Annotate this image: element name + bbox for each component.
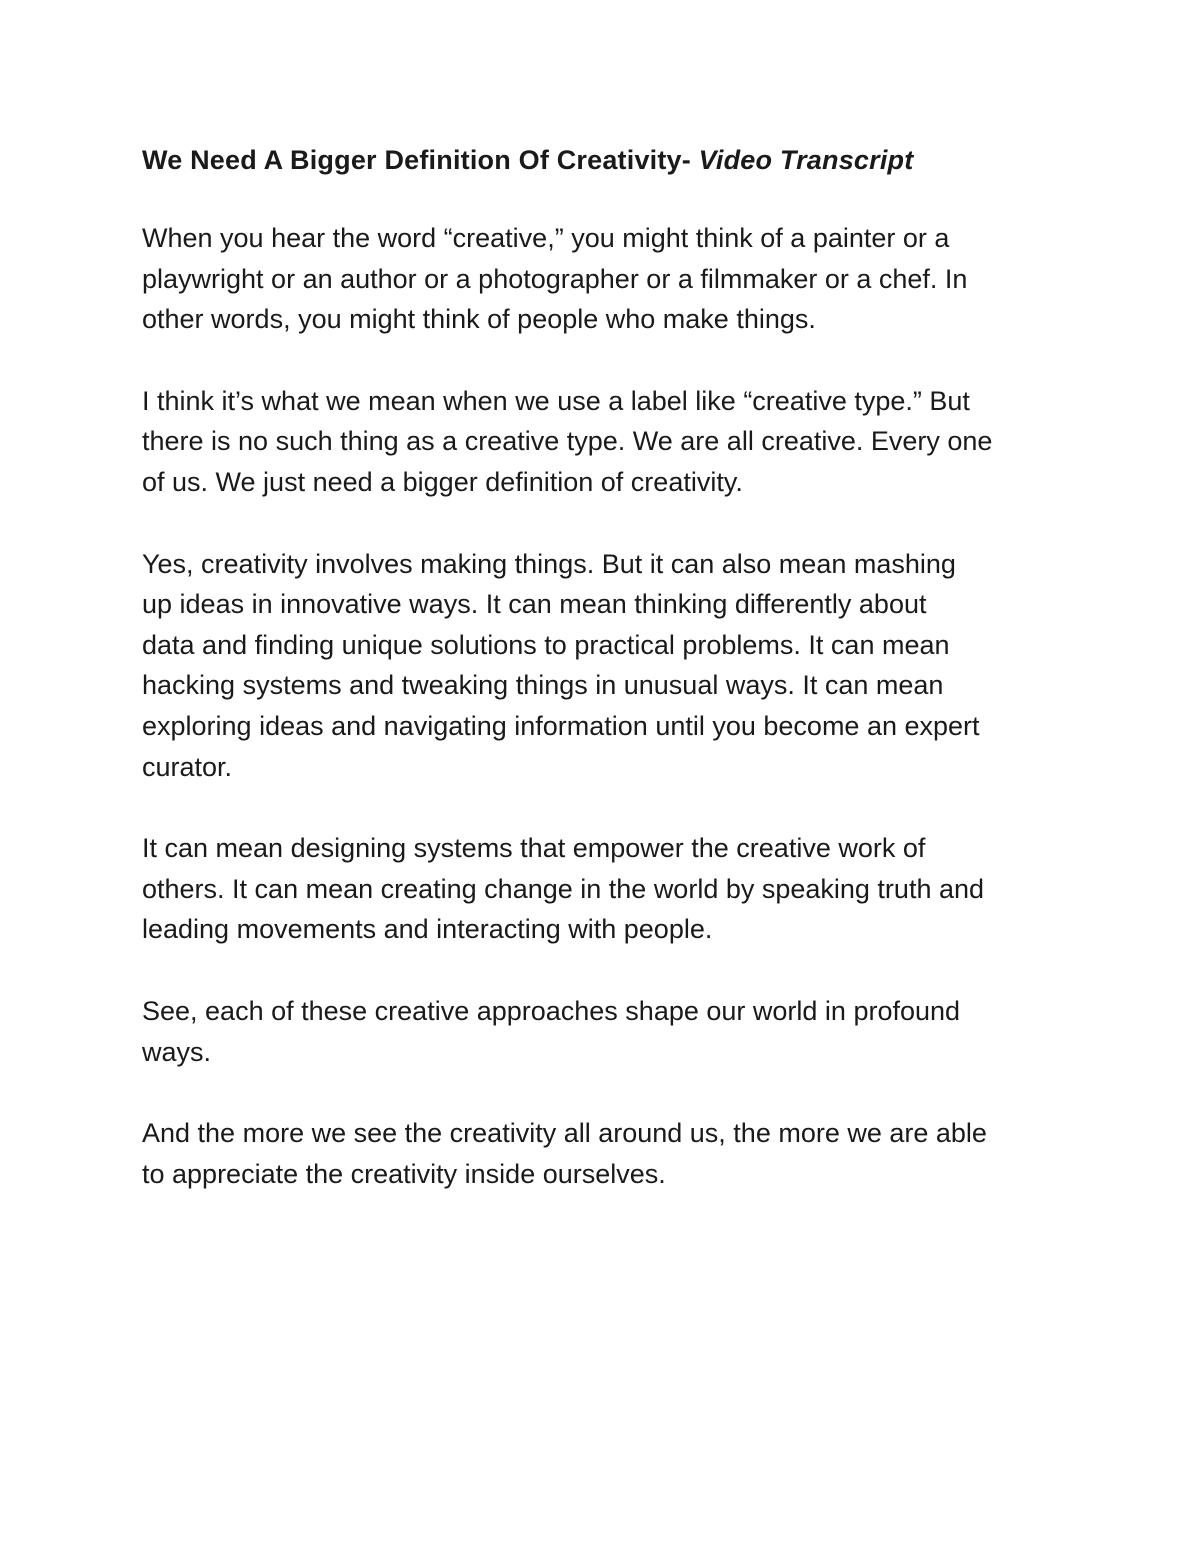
paragraph — [142, 1113, 1072, 1194]
text-line: others. It can mean creating change in the world by speaking truth and — [142, 873, 985, 904]
paragraph — [142, 544, 1072, 788]
text-line: leading movements and interacting with people. — [142, 914, 713, 945]
text-line: there is no such thing as a creative type. We are all creative. Every one — [142, 426, 993, 457]
text-line: curator. — [142, 751, 233, 782]
text-line: And the more we see the creativity all around us, the more we are able — [142, 1118, 987, 1149]
text-line: exploring ideas and navigating information until you become an expert — [142, 710, 980, 741]
title-main: We Need A Bigger Definition Of Creativity- — [142, 145, 699, 175]
text-line: other words, you might think of people who make things. — [142, 304, 816, 335]
text-line: See, each of these creative approaches shape our world in profound — [142, 995, 961, 1026]
text-line: to appreciate the creativity inside ourselves. — [142, 1158, 666, 1189]
text-line: I think it’s what we mean when we use a label like “creative type.” But — [142, 385, 970, 416]
paragraph — [142, 828, 1072, 950]
text-line: ways. — [142, 1036, 212, 1067]
text-line: When you hear the word “creative,” you might think of a painter or a — [142, 223, 950, 253]
text-line: playwright or an author or a photographer or a filmmaker or a chef. In — [142, 263, 968, 294]
paragraph — [142, 991, 1072, 1072]
paragraph — [142, 218, 1072, 340]
text-line: of us. We just need a bigger definition of creativity. — [142, 466, 743, 497]
title-subtitle: Video Transcript — [698, 145, 914, 175]
document-title — [142, 140, 1072, 180]
paragraph — [142, 381, 1072, 503]
text-line: Yes, creativity involves making things. But it can also mean mashing — [142, 548, 956, 579]
text-line: up ideas in innovative ways. It can mean thinking differently about — [142, 589, 927, 620]
text-line: It can mean designing systems that empower the creative work of — [142, 833, 926, 864]
text-line: data and finding unique solutions to practical problems. It can mean — [142, 629, 950, 660]
document-page — [142, 140, 1072, 1235]
text-line: hacking systems and tweaking things in unusual ways. It can mean — [142, 670, 944, 701]
